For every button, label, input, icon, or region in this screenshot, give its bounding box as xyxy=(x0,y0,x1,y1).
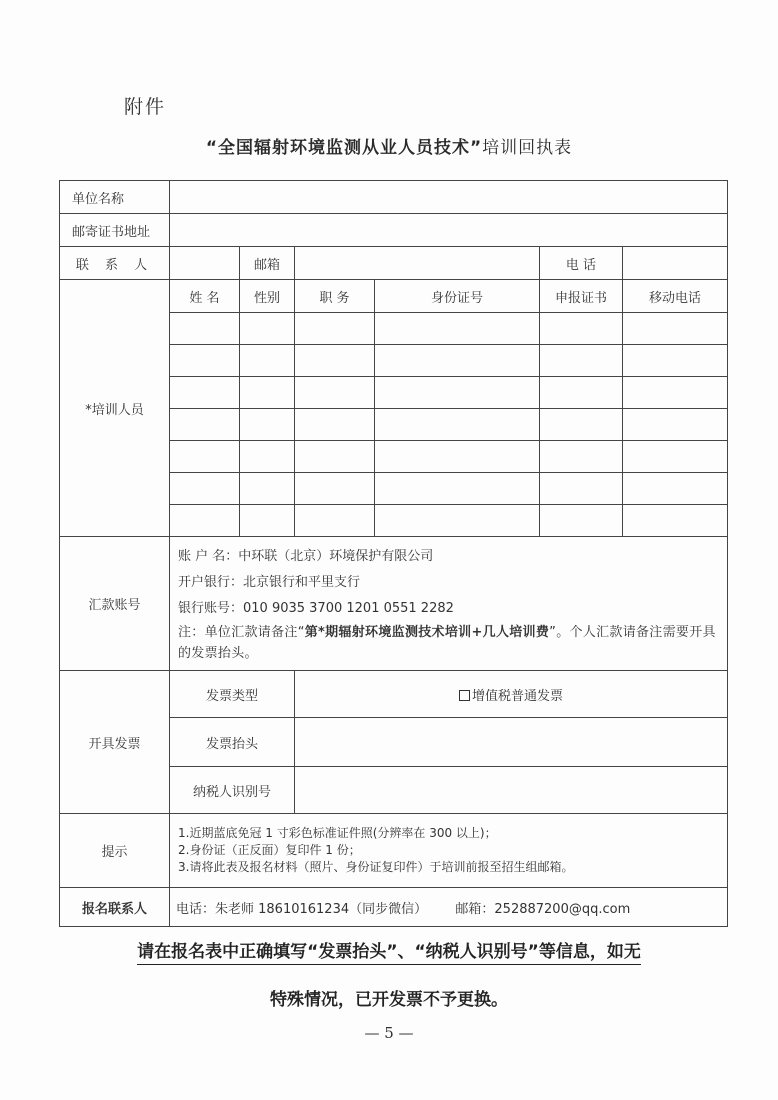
mail-address-label: 邮寄证书地址 xyxy=(60,214,170,247)
row-contact xyxy=(60,247,728,280)
trainee-cell[interactable] xyxy=(375,377,540,409)
row-mail-address xyxy=(60,214,728,247)
contact-field[interactable] xyxy=(170,247,240,280)
phone-label: 电 话 xyxy=(540,247,623,280)
trainee-cell[interactable] xyxy=(170,409,240,441)
trainee-cell[interactable] xyxy=(170,345,240,377)
registration-form-table xyxy=(59,180,728,927)
col-header-mobile: 移动电话 xyxy=(623,280,728,313)
bank-name: 开户银行：北京银行和平里支行 xyxy=(178,574,361,590)
taxpayer-id-field[interactable] xyxy=(295,767,728,814)
trainee-cell[interactable] xyxy=(240,377,295,409)
invoice-header-field[interactable] xyxy=(295,718,728,767)
trainee-cell[interactable] xyxy=(540,473,623,505)
row-trainee-header xyxy=(60,280,728,313)
trainee-cell[interactable] xyxy=(375,473,540,505)
trainee-cell[interactable] xyxy=(623,409,728,441)
invoice-type-option[interactable] xyxy=(295,671,728,718)
trainee-cell[interactable] xyxy=(295,345,375,377)
trainee-cell[interactable] xyxy=(240,409,295,441)
registration-contact-info xyxy=(170,888,728,927)
bank-note-suffix: ”。个人汇款请备注需要开具的发票抬头。 xyxy=(178,624,716,661)
tip-line: 1.近期蓝底免冠 1 寸彩色标准证件照(分辨率在 300 以上)； xyxy=(178,826,497,840)
col-header-name: 姓 名 xyxy=(170,280,240,313)
trainee-cell[interactable] xyxy=(295,505,375,537)
bank-label: 汇款账号 xyxy=(60,537,170,671)
bank-note xyxy=(178,622,719,664)
tip-line: 2.身份证（正反面）复印件 1 份； xyxy=(178,843,361,857)
trainee-cell[interactable] xyxy=(170,505,240,537)
row-bank xyxy=(60,537,728,671)
row-unit-name xyxy=(60,181,728,214)
trainee-cell[interactable] xyxy=(540,345,623,377)
notice-line-2: 特殊情况，已开发票不予更换。 xyxy=(270,990,508,1010)
trainee-cell[interactable] xyxy=(540,441,623,473)
notice-line-1: 请在报名表中正确填写“发票抬头”、“纳税人识别号”等信息，如无 xyxy=(0,937,778,962)
trainee-cell[interactable] xyxy=(540,409,623,441)
bank-account-number: 银行账号：010 9035 3700 1201 0551 2282 xyxy=(178,600,454,616)
trainee-cell[interactable] xyxy=(540,377,623,409)
trainee-cell[interactable] xyxy=(540,505,623,537)
trainee-cell[interactable] xyxy=(240,345,295,377)
col-header-gender: 性别 xyxy=(240,280,295,313)
trainee-cell[interactable] xyxy=(170,473,240,505)
trainee-cell[interactable] xyxy=(375,345,540,377)
trainee-cell[interactable] xyxy=(295,441,375,473)
trainee-cell[interactable] xyxy=(170,377,240,409)
trainee-cell[interactable] xyxy=(375,409,540,441)
bank-note-prefix: 注：单位汇款请备注“ xyxy=(178,624,305,640)
trainee-cell[interactable] xyxy=(295,473,375,505)
invoice-label: 开具发票 xyxy=(60,671,170,814)
trainee-cell[interactable] xyxy=(295,409,375,441)
trainee-cell[interactable] xyxy=(623,441,728,473)
invoice-header-label: 发票抬头 xyxy=(170,718,295,767)
row-tips xyxy=(60,814,728,888)
tip-line: 3.请将此表及报名材料（照片、身份证复印件）于培训前报至招生组邮箱。 xyxy=(178,860,574,874)
invoice-type-label: 发票类型 xyxy=(170,671,295,718)
tips-content xyxy=(170,814,728,888)
col-header-id-number: 身份证号 xyxy=(375,280,540,313)
col-header-position: 职 务 xyxy=(295,280,375,313)
registration-email: 邮箱：252887200@qq.com xyxy=(455,901,631,917)
unit-name-field[interactable] xyxy=(170,181,728,214)
registration-contact-label: 报名联系人 xyxy=(60,888,170,927)
trainee-cell[interactable] xyxy=(295,377,375,409)
invoice-type-value: 增值税普通发票 xyxy=(472,688,564,704)
trainee-cell[interactable] xyxy=(623,345,728,377)
row-registration-contact xyxy=(60,888,728,927)
attachment-label: 附件 xyxy=(124,96,167,118)
unit-name-label: 单位名称 xyxy=(60,181,170,214)
trainee-cell[interactable] xyxy=(623,377,728,409)
trainee-cell[interactable] xyxy=(375,313,540,345)
trainee-cell[interactable] xyxy=(623,313,728,345)
title-main: “全国辐射环境监测从业人员技术” xyxy=(205,138,483,158)
bank-note-bold: 第*期辐射环境监测技术培训+几人培训费 xyxy=(304,624,550,640)
taxpayer-id-label: 纳税人识别号 xyxy=(170,767,295,814)
trainee-cell[interactable] xyxy=(240,473,295,505)
contact-label: 联 系 人 xyxy=(60,247,170,280)
trainee-cell[interactable] xyxy=(375,441,540,473)
trainee-cell[interactable] xyxy=(240,441,295,473)
col-header-certificate: 申报证书 xyxy=(540,280,623,313)
page-title xyxy=(0,133,778,158)
trainee-cell[interactable] xyxy=(240,505,295,537)
trainee-cell[interactable] xyxy=(623,473,728,505)
trainee-cell[interactable] xyxy=(375,505,540,537)
checkbox-icon[interactable] xyxy=(459,690,470,701)
email-label: 邮箱 xyxy=(240,247,295,280)
bank-account-name: 账 户 名：中环联（北京）环境保护有限公司 xyxy=(178,548,434,564)
registration-phone: 电话：朱老师 18610161234（同步微信） xyxy=(176,901,428,917)
trainee-cell[interactable] xyxy=(295,313,375,345)
trainees-label: *培训人员 xyxy=(60,280,170,537)
mail-address-field[interactable] xyxy=(170,214,728,247)
trainee-cell[interactable] xyxy=(240,313,295,345)
trainee-cell[interactable] xyxy=(623,505,728,537)
phone-field[interactable] xyxy=(623,247,728,280)
trainee-cell[interactable] xyxy=(540,313,623,345)
title-tail: 培训回执表 xyxy=(482,138,573,158)
row-invoice-type xyxy=(60,671,728,718)
trainee-cell[interactable] xyxy=(170,441,240,473)
bank-info xyxy=(170,537,728,671)
tips-label: 提示 xyxy=(60,814,170,888)
trainee-cell[interactable] xyxy=(170,313,240,345)
page-number: — 5 — xyxy=(364,1024,414,1042)
email-field[interactable] xyxy=(295,247,540,280)
